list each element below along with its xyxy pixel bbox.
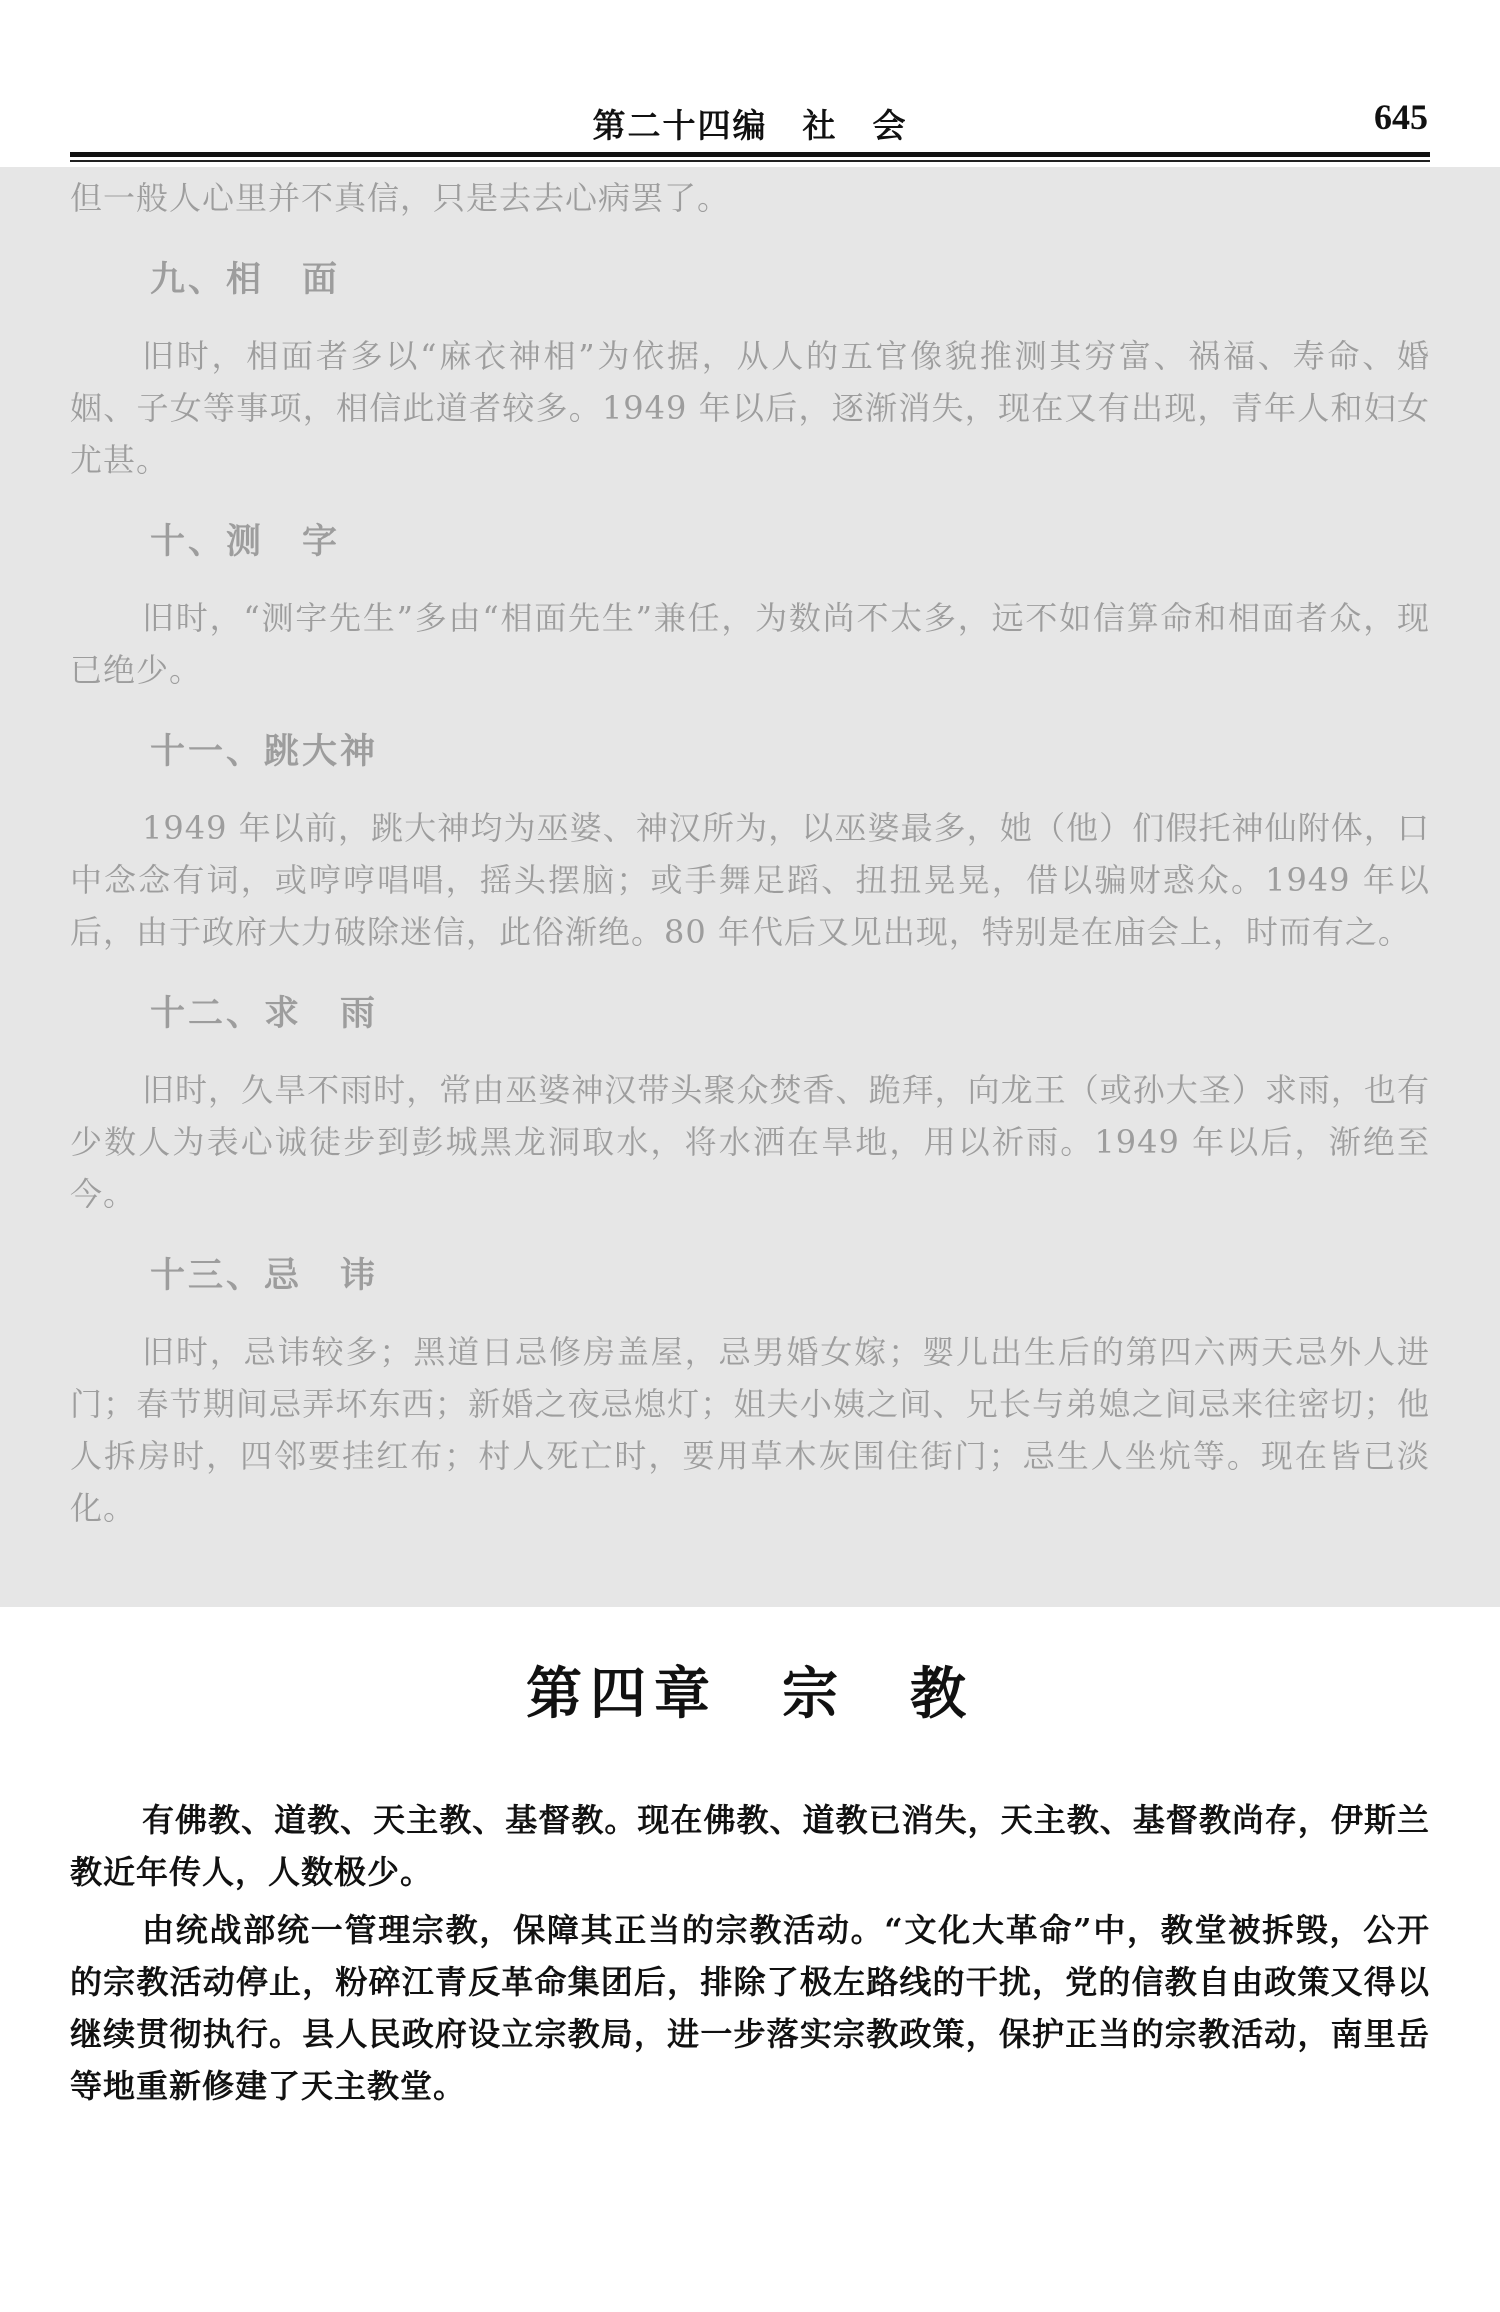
- header-rule-thick: [70, 152, 1430, 157]
- section-paragraph-taboos: 旧时，忌讳较多；黑道日忌修房盖屋，忌男婚女嫁；婴儿出生后的第四六两天忌外人进门；春节期间忌弄坏东西；新婚之夜忌熄灯；姐夫小姨之间、兄长与弟媳之间忌来往密切；他人拆房时，四邻要挂红布；村人死亡时，要用草木灰围住街门；忌生人坐炕等。现在皆已淡化。: [70, 1333, 1430, 1527]
- page-number: 645: [1374, 97, 1428, 137]
- faded-content: [70, 172, 1430, 1534]
- section-paragraph-shaman-dance: 1949 年以前，跳大神均为巫婆、神汉所为，以巫婆最多，她（他）们假托神仙附体，口中念念有词，或哼哼唱唱，摇头摆脑；或手舞足蹈、扭扭晃晃，借以骗财惑众。1949 年以后，由于政府大力破除迷信，此俗渐绝。80 年代后又见出现，特别是在庙会上，时而有之。: [70, 809, 1430, 951]
- running-header: [70, 92, 1430, 148]
- header-rule-thin: [70, 160, 1430, 162]
- chapter-body: [70, 1794, 1430, 2118]
- section-heading-physiognomy: 九、相 面: [150, 260, 341, 300]
- section-heading-rain-prayer: 十二、求 雨: [150, 994, 379, 1034]
- chapter-paragraph-1: 有佛教、道教、天主教、基督教。现在佛教、道教已消失，天主教、基督教尚存，伊斯兰教近年传人，人数极少。: [70, 1801, 1430, 1891]
- intro-paragraph: 但一般人心里并不真信，只是去去心病罢了。: [70, 179, 731, 217]
- chapter-paragraph-2: 由统战部统一管理宗教，保障其正当的宗教活动。“文化大革命”中，教堂被拆毁，公开的宗教活动停止，粉碎江青反革命集团后，排除了极左路线的干扰，党的信教自由政策又得以继续贯彻执行。县人民政府设立宗教局，进一步落实宗教政策，保护正当的宗教活动，南里岳等地重新修建了天主教堂。: [70, 1911, 1430, 2105]
- section-heading-taboos: 十三、忌 讳: [150, 1256, 379, 1296]
- section-paragraph-rain-prayer: 旧时，久旱不雨时，常由巫婆神汉带头聚众焚香、跪拜，向龙王（或孙大圣）求雨，也有少数人为表心诚徒步到彭城黑龙洞取水，将水洒在旱地，用以祈雨。1949 年以后，渐绝至今。: [70, 1071, 1430, 1213]
- section-heading-shaman-dance: 十一、跳大神: [150, 732, 379, 772]
- chapter-title: 第四章 宗 教: [526, 1662, 974, 1727]
- section-paragraph-physiognomy: 旧时，相面者多以“麻衣神相”为依据，从人的五官像貌推测其穷富、祸福、寿命、婚姻、子女等事项，相信此道者较多。1949 年以后，逐渐消失，现在又有出现，青年人和妇女尤甚。: [70, 337, 1430, 479]
- section-heading-character-divination: 十、测 字: [150, 522, 341, 562]
- running-header-title: 第二十四编 社 会: [592, 106, 908, 145]
- section-paragraph-character-divination: 旧时，“测字先生”多由“相面先生”兼任，为数尚不太多，远不如信算命和相面者众，现已绝少。: [70, 599, 1430, 689]
